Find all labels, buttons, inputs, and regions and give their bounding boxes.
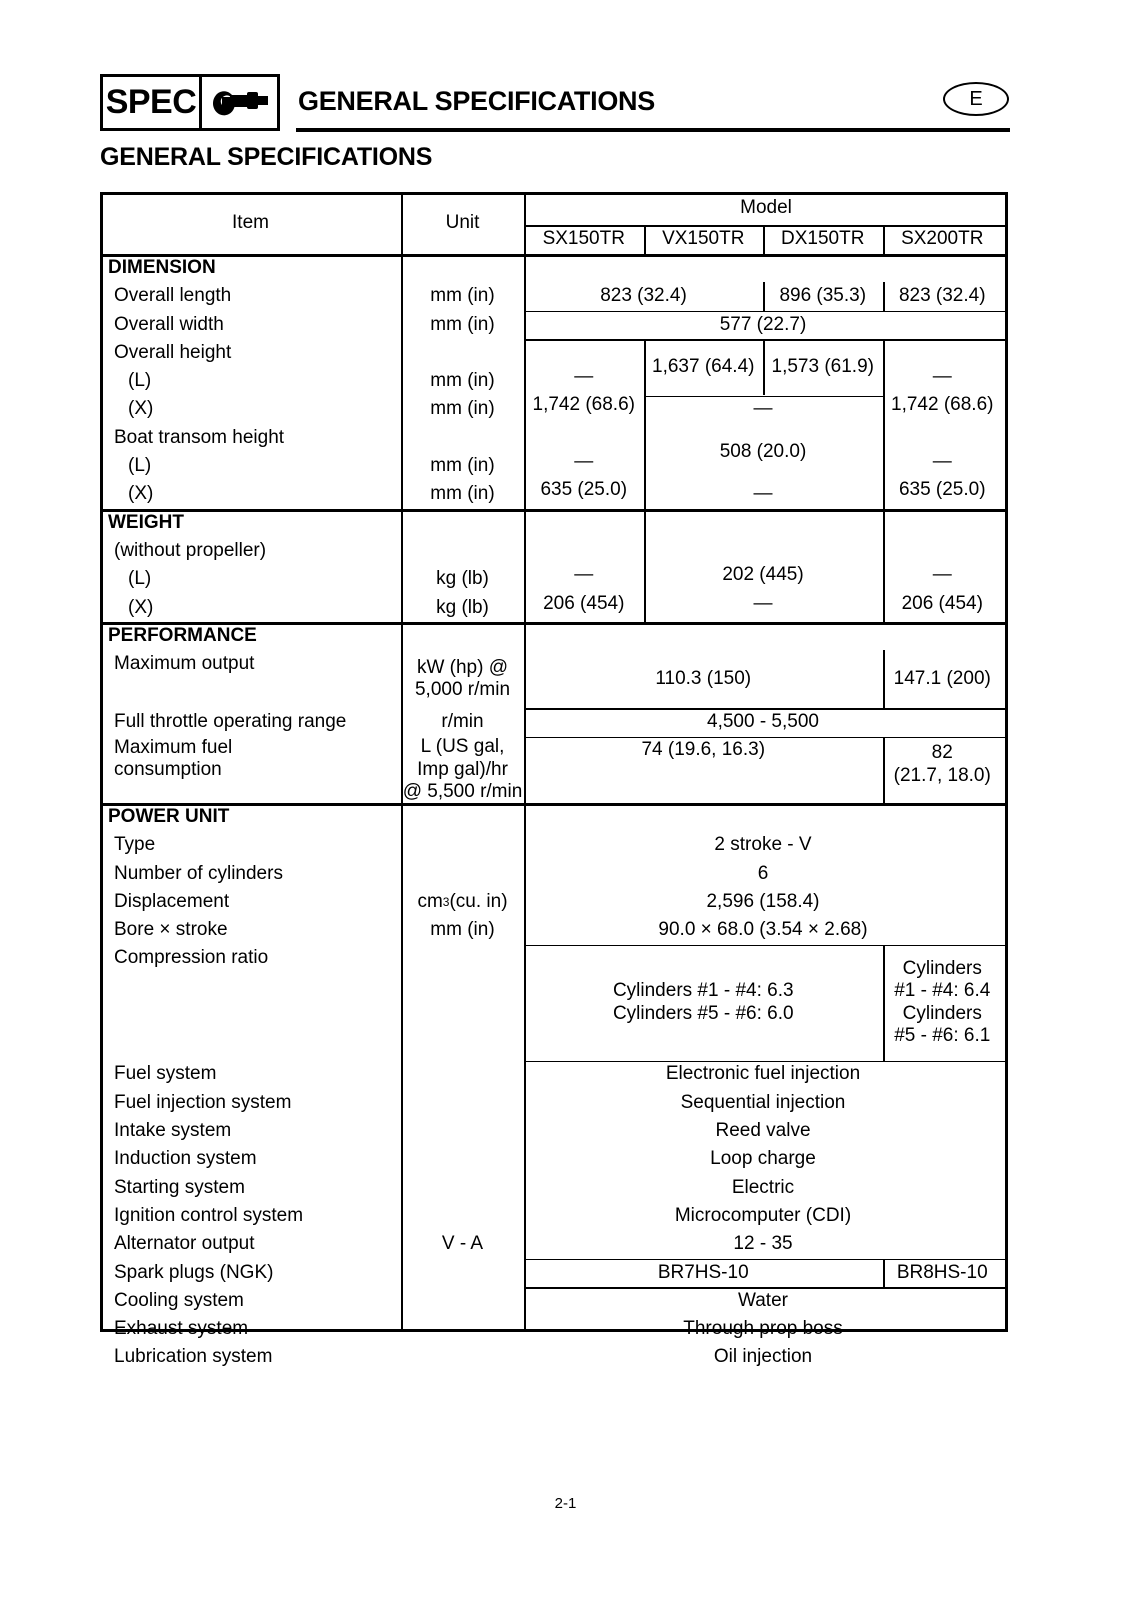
value-overall-length-dx: 896 (35.3) <box>779 285 867 307</box>
table-column-rule <box>883 225 885 254</box>
value-intake-system: Reed valve <box>715 1120 811 1142</box>
row-label-maximum-output: Maximum output <box>114 653 255 675</box>
row-label-full-throttle: Full throttle operating range <box>114 711 347 733</box>
row-label-alternator-output: Alternator output <box>114 1233 255 1255</box>
row-label-x: (X) <box>128 596 154 618</box>
section-header-dimension: DIMENSION <box>108 256 216 278</box>
value-weight-l-sx150: — <box>574 564 594 586</box>
row-label-number-of-cylinders: Number of cylinders <box>114 862 283 884</box>
value-weight-x-vxdx: — <box>753 592 773 614</box>
column-header-model-group: Model <box>740 197 792 219</box>
table-column-rule <box>763 339 765 396</box>
general-specifications-table <box>100 192 1008 1368</box>
row-label-induction-system: Induction system <box>114 1148 257 1170</box>
column-header-model-sx200tr: SX200TR <box>901 228 984 250</box>
table-column-rule <box>883 339 885 509</box>
value-transom-l-sx150: — <box>574 451 594 473</box>
value-transom-l-vxdx: 508 (20.0) <box>719 440 807 462</box>
value-overall-length-sx-vx: 823 (32.4) <box>600 285 687 307</box>
row-unit: kg (lb) <box>436 568 489 590</box>
table-column-rule <box>644 225 646 254</box>
value-weight-x-sx200: 206 (454) <box>901 592 983 614</box>
page-footer: 2-1 <box>554 1495 577 1512</box>
table-column-rule <box>883 282 885 310</box>
row-label-overall-height: Overall height <box>114 341 232 363</box>
value-max-output-sx200: 147.1 (200) <box>893 667 991 689</box>
row-unit: mm (in) <box>430 455 495 477</box>
row-label-ignition-control-system: Ignition control system <box>114 1204 304 1226</box>
value-number-of-cylinders: 6 <box>757 862 769 884</box>
row-unit: mm (in) <box>430 919 495 941</box>
table-column-rule <box>883 1259 885 1287</box>
value-alternator-output: 12 - 35 <box>733 1233 793 1255</box>
row-label-intake-system: Intake system <box>114 1120 232 1142</box>
row-label-cooling-system: Cooling system <box>114 1289 244 1311</box>
value-type: 2 stroke - V <box>714 834 812 856</box>
header-title: GENERAL SPECIFICATIONS <box>298 86 655 116</box>
row-label-compression-ratio: Compression ratio <box>114 947 269 969</box>
value-exhaust-system: Through prop boss <box>683 1318 843 1340</box>
value-overall-height-l-vx: 1,637 (64.4) <box>652 355 755 377</box>
value-max-output-sx-vx-dx: 110.3 (150) <box>655 667 752 689</box>
column-header-unit: Unit <box>445 211 480 233</box>
table-column-rule <box>644 339 646 509</box>
row-label-lubrication-system: Lubrication system <box>114 1346 273 1368</box>
row-label-x: (X) <box>128 398 154 420</box>
value-transom-x-sx150: 635 (25.0) <box>540 479 628 501</box>
row-unit: mm (in) <box>430 483 495 505</box>
row-unit: kW (hp) @ 5,000 r/min <box>414 656 511 701</box>
table-column-rule <box>644 509 646 622</box>
value-bore-stroke: 90.0 × 68.0 (3.54 × 2.68) <box>658 919 868 941</box>
table-column-rule <box>401 192 403 254</box>
row-label-l: (L) <box>128 370 152 392</box>
value-fuel-system: Electronic fuel injection <box>665 1063 861 1085</box>
column-header-model-sx150tr: SX150TR <box>542 228 625 250</box>
value-max-fuel-sx-vx-dx: 74 (19.6, 16.3) <box>641 739 766 761</box>
row-unit: mm (in) <box>430 398 495 420</box>
row-label-bore-stroke: Bore × stroke <box>114 919 228 941</box>
value-max-fuel-sx200: 82 (21.7, 18.0) <box>893 742 991 786</box>
table-column-rule <box>524 254 526 1329</box>
row-label-fuel-system: Fuel system <box>114 1063 217 1085</box>
row-label-fuel-injection-system: Fuel injection system <box>114 1091 292 1113</box>
value-overall-height-x-sx200: 1,742 (68.6) <box>891 394 994 416</box>
row-unit: mm (in) <box>430 285 495 307</box>
row-label-boat-transom-height: Boat transom height <box>114 426 285 448</box>
value-induction-system: Loop charge <box>710 1148 816 1170</box>
row-label-l: (L) <box>128 568 152 590</box>
row-unit: mm (in) <box>430 313 495 335</box>
table-column-rule <box>883 737 885 804</box>
value-spark-plugs-sx-vx-dx: BR7HS-10 <box>657 1261 749 1283</box>
value-lubrication-system: Oil injection <box>713 1346 813 1368</box>
row-label-l: (L) <box>128 455 152 477</box>
row-label-max-fuel: Maximum fuel consumption <box>114 736 233 780</box>
spec-label: SPEC <box>105 83 197 121</box>
spec-badge <box>100 74 280 131</box>
value-starting-system: Electric <box>731 1176 795 1198</box>
row-label-displacement: Displacement <box>114 890 230 912</box>
section-header-weight: WEIGHT <box>108 511 184 533</box>
value-overall-height-l-dx: 1,573 (61.9) <box>771 355 874 377</box>
table-row-rule <box>524 225 1008 227</box>
column-header-model-dx150tr: DX150TR <box>781 228 865 250</box>
value-cooling-system: Water <box>738 1289 788 1311</box>
section-header-performance: PERFORMANCE <box>108 624 257 646</box>
row-unit: cm 3 (cu. in) <box>417 890 508 912</box>
micrometer-icon <box>202 77 277 128</box>
value-overall-height-x-vxdx: — <box>753 398 773 420</box>
page-header <box>100 74 1010 132</box>
row-unit: kg (lb) <box>436 596 489 618</box>
table-column-rule <box>883 945 885 1061</box>
value-weight-l-vxdx: 202 (445) <box>722 564 804 586</box>
value-spark-plugs-sx200: BR8HS-10 <box>896 1261 988 1283</box>
header-rule <box>296 128 1010 132</box>
table-column-rule <box>524 192 526 254</box>
table-column-rule <box>401 254 403 1329</box>
value-transom-l-sx200: — <box>932 451 952 473</box>
value-compression-ratio-sx200: Cylinders #1 - #4: 6.4 Cylinders #5 - #6: 6.1 <box>894 957 991 1046</box>
row-label-x: (X) <box>128 483 154 505</box>
row-label-type: Type <box>114 834 156 856</box>
value-overall-height-l-sx200: — <box>932 366 952 388</box>
row-label-starting-system: Starting system <box>114 1176 245 1198</box>
market-code-badge: E <box>943 82 1009 116</box>
section-header-power-unit: POWER UNIT <box>108 805 230 827</box>
value-weight-x-sx150: 206 (454) <box>543 592 625 614</box>
row-label-overall-width: Overall width <box>114 313 224 335</box>
column-header-item: Item <box>232 211 269 233</box>
value-fuel-injection-system: Sequential injection <box>680 1091 846 1113</box>
page-title: GENERAL SPECIFICATIONS <box>100 143 433 171</box>
value-ignition-control-system: Microcomputer (CDI) <box>674 1204 852 1226</box>
row-label-spark-plugs-ngk: Spark plugs (NGK) <box>114 1261 274 1283</box>
table-column-rule <box>763 282 765 310</box>
value-weight-l-sx200: — <box>932 564 952 586</box>
column-header-model-vx150tr: VX150TR <box>662 228 745 250</box>
value-compression-ratio-sx-vx-dx: Cylinders #1 - #4: 6.3 Cylinders #5 - #6: 6.0 <box>612 980 794 1024</box>
table-column-rule <box>883 650 885 708</box>
value-overall-height-l-sx150: — <box>574 366 594 388</box>
value-displacement: 2,596 (158.4) <box>706 890 820 912</box>
value-transom-x-vxdx: — <box>753 483 773 505</box>
value-overall-width: 577 (22.7) <box>719 313 807 335</box>
value-transom-x-sx200: 635 (25.0) <box>898 479 986 501</box>
table-column-rule <box>763 225 765 254</box>
table-column-rule <box>883 509 885 622</box>
row-label-exhaust-system: Exhaust system <box>114 1318 249 1340</box>
row-label-overall-length: Overall length <box>114 285 232 307</box>
value-overall-height-x-sx150: 1,742 (68.6) <box>532 394 635 416</box>
value-full-throttle-range: 4,500 - 5,500 <box>707 711 819 733</box>
row-unit: mm (in) <box>430 370 495 392</box>
value-overall-length-sx200: 823 (32.4) <box>898 285 986 307</box>
row-unit: r/min <box>441 711 484 733</box>
row-unit: L (US gal, Imp gal)/hr @ 5,500 r/min <box>402 736 523 802</box>
row-unit: V - A <box>441 1233 484 1255</box>
row-label-without-propeller: (without propeller) <box>114 539 267 561</box>
